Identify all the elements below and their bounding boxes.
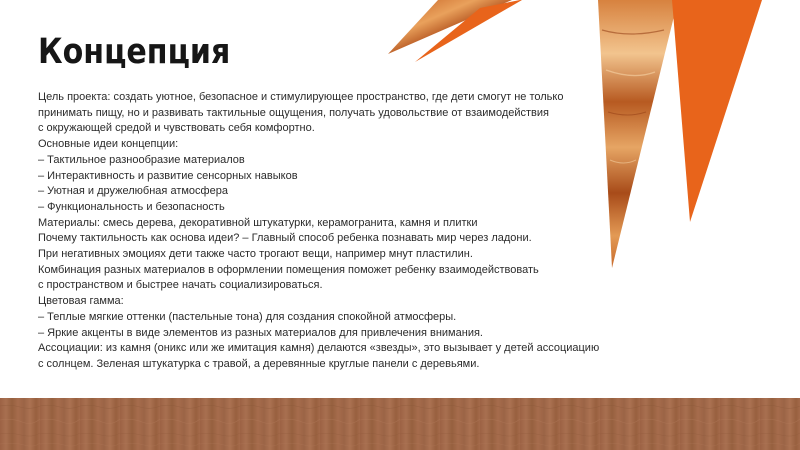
wood-footer-band bbox=[0, 398, 800, 450]
text-line: – Интерактивность и развитие сенсорных навыков bbox=[38, 169, 298, 182]
text-line: с окружающей средой и чувствовать себя комфортно. bbox=[38, 122, 315, 135]
text-line: – Яркие акценты в виде элементов из разных материалов для привлечения внимания. bbox=[38, 326, 483, 339]
text-line: Цель проекта: создать уютное, безопасное и стимулирующее пространство, где дети смогут не только bbox=[38, 91, 564, 103]
text-line: – Уютная и дружелюбная атмосфера bbox=[38, 185, 228, 198]
text-line: Комбинация разных материалов в оформлении помещения поможет ребенку взаимодействовать bbox=[38, 263, 539, 276]
text-line: с пространством и быстрее начать социализироваться. bbox=[38, 279, 323, 292]
orange-triangle-large bbox=[672, 0, 762, 222]
text-line: При негативных эмоциях дети также часто трогают вещи, например мнут пластилин. bbox=[38, 248, 473, 261]
text-line: с солнцем. Зеленая штукатурка с травой, а деревянные круглые панели с деревьями. bbox=[38, 357, 480, 370]
concept-text bbox=[38, 90, 658, 373]
text-line: Материалы: смесь дерева, декоративной штукатурки, керамогранита, камня и плитки bbox=[38, 216, 478, 229]
text-line: – Тактильное разнообразие материалов bbox=[38, 153, 245, 166]
text-line: Цветовая гамма: bbox=[38, 295, 124, 308]
text-line: Основные идеи концепции: bbox=[38, 138, 179, 151]
text-line: Ассоциации: из камня (оникс или же имитация камня) делаются «звезды», это вызывает у детей ассоциацию bbox=[38, 342, 600, 355]
page-title: Концепция bbox=[38, 32, 231, 72]
text-line: – Теплые мягкие оттенки (пастельные тона) для создания спокойной атмосферы. bbox=[38, 310, 457, 323]
text-line: – Функциональность и безопасность bbox=[38, 200, 225, 213]
text-line: принимать пищу, но и развивать тактильные ощущения, получать удовольствие от взаимодействия bbox=[38, 106, 549, 119]
text-line: Почему тактильность как основа идеи? – Главный способ ребенка познавать мир через ладони. bbox=[38, 232, 532, 245]
